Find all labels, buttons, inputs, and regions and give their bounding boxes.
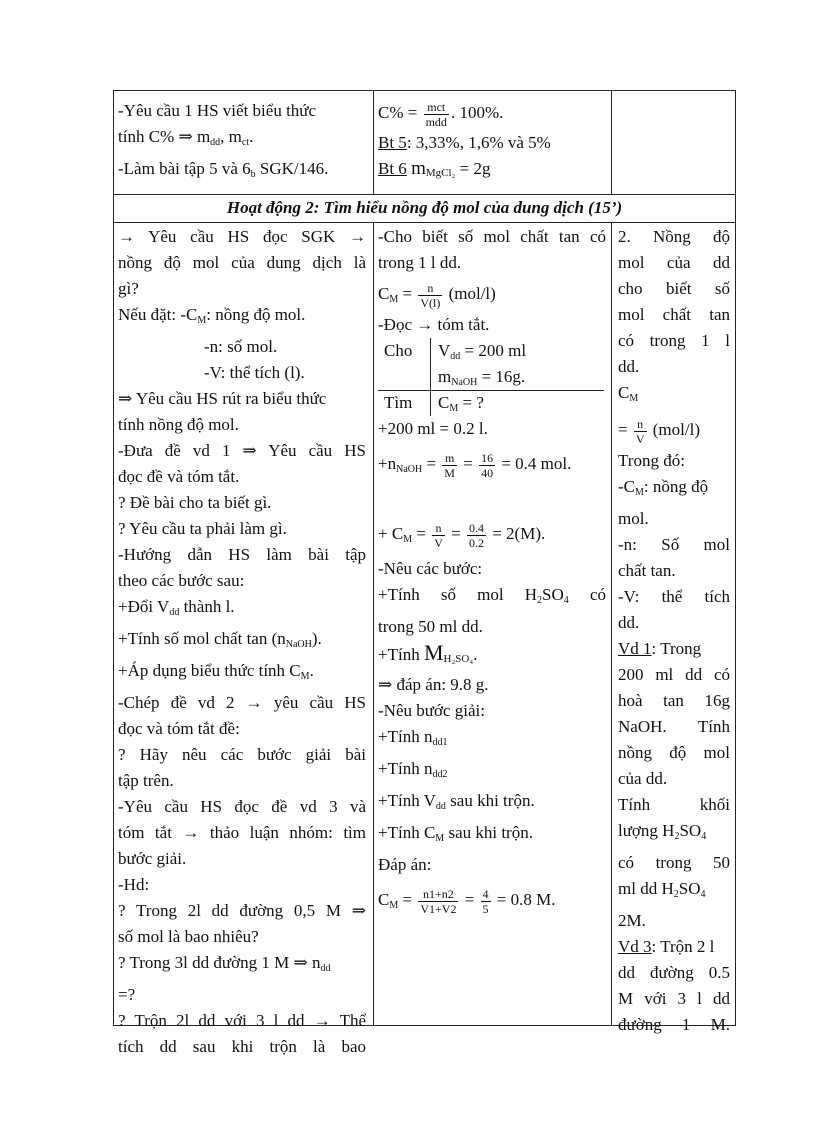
col1-line: =? bbox=[118, 985, 136, 1004]
col2-line: +Tính MH₂SO₄. bbox=[378, 640, 478, 665]
col3-line: -V: thể tích bbox=[618, 587, 730, 606]
col1-line: -Yêu cầu HS đọc đề vd 3 và bbox=[118, 797, 366, 816]
given-divider bbox=[430, 338, 431, 416]
col1-line: tính nồng độ mol. bbox=[118, 415, 239, 434]
col3-line: đường 1 M. bbox=[618, 1015, 730, 1034]
col3-line: hoà tan 16g bbox=[618, 691, 730, 710]
col1-line: số mol là bao nhiêu? bbox=[118, 927, 259, 946]
col1-line: ? Trong 2l dd đường 0,5 M ⇒ bbox=[118, 901, 366, 920]
top-row-student-cell bbox=[378, 96, 608, 186]
top-col1-line2: tính C% ⇒ $m_{dd}$, $m_{ct}$. bbox=[118, 127, 254, 148]
col1-line: đọc đề và tóm tắt. bbox=[118, 467, 240, 486]
col1-line: +Áp dụng biểu thức tính $C_M$. bbox=[118, 661, 314, 682]
col2-line: +Tính $V_{dd}$ sau khi trộn. bbox=[378, 791, 535, 812]
col3-line: Vd 3: Trộn 2 l bbox=[618, 937, 715, 956]
given-block bbox=[378, 338, 606, 416]
col2-line: trong 1 l dd. bbox=[378, 253, 462, 272]
col1-line: -Đưa đề vd 1 ⇒ Yêu cầu HS bbox=[118, 441, 366, 460]
top-col1-line3: -Làm bài tập 5 và $6_b$ SGK/146. bbox=[118, 159, 329, 180]
col3-line: chất tan. bbox=[618, 561, 676, 580]
col3-line: -n: Số mol bbox=[618, 535, 730, 554]
col3-line: Vd 1: Trong bbox=[618, 639, 702, 658]
col1-line: ? Trong 3l dd đường 1 M ⇒ $n_{dd}$ bbox=[118, 953, 331, 974]
col2-line: trong 50 ml dd. bbox=[378, 617, 483, 636]
given-volume: $V_{dd} = 200$ ml bbox=[438, 341, 527, 362]
col3-line: mol chất tan bbox=[618, 305, 730, 324]
col3-line: của dd. bbox=[618, 769, 668, 788]
col2-line: +Tính $n_{dd2}$ bbox=[378, 759, 448, 780]
col1-line: ? Yêu cầu ta phải làm gì. bbox=[118, 519, 287, 538]
col1-line: +Tính số mol chất $\tan (n_{NaOH})$. bbox=[118, 629, 322, 650]
col1-line: nồng độ mol của dung dịch là bbox=[118, 253, 366, 272]
table-left-border bbox=[113, 90, 114, 1025]
col3-line: NaOH. Tính bbox=[618, 717, 730, 736]
col1-line: -Hd: bbox=[118, 875, 150, 894]
row-divider-top bbox=[113, 194, 736, 195]
col2-line: Đáp án: bbox=[378, 855, 432, 874]
col2-line: ⇒ đáp án: 9.8 g. bbox=[378, 675, 489, 694]
bt5-answer: Bt 5: 3,33%, 1,6% và 5% bbox=[378, 133, 551, 152]
col1-line: bước giải. bbox=[118, 849, 187, 868]
col3-line: Trong đó: bbox=[618, 451, 685, 470]
row-divider-title bbox=[113, 222, 736, 223]
col1-line: +Đổi $V_{dd}$ thành l. bbox=[118, 597, 235, 618]
given-label: Cho bbox=[384, 341, 413, 360]
col3-line: mol của dd bbox=[618, 253, 730, 272]
col2-line: +Tính $n_{dd1}$ bbox=[378, 727, 448, 748]
col1-line: ? Trộn 2l dd với 3 l dd → Thể bbox=[118, 1011, 366, 1030]
table-right-border bbox=[735, 90, 736, 1025]
col2-line: -Nêu các bước: bbox=[378, 559, 483, 578]
find-label: Tìm bbox=[384, 393, 413, 412]
col3-line: mol. bbox=[618, 509, 649, 528]
col1-line: tập trên. bbox=[118, 771, 174, 790]
teacher-activity-column bbox=[118, 224, 366, 1060]
molarity-formula: $C_M$ = $\frac{n}{V(l)}$ (mol/l) bbox=[378, 280, 496, 310]
col2-line: -Nêu bước giải: bbox=[378, 701, 485, 720]
col1-line: -n: số mol. bbox=[204, 337, 278, 356]
col1-line: gì? bbox=[118, 279, 139, 298]
col3-line: có trong 50 bbox=[618, 853, 730, 872]
concentration-formula: + $C_M$ = $\frac{n}{V}$ = $\frac{0.4}{0.2}$ = 2(M). bbox=[378, 520, 546, 550]
col1-line: tích dd sau khi trộn là bao bbox=[118, 1037, 366, 1056]
col3-line: 200 ml dd có bbox=[618, 665, 730, 684]
col1-line: đọc và tóm tắt đề: bbox=[118, 719, 240, 738]
col1-line: tóm tắt → thảo luận nhóm: tìm bbox=[118, 823, 366, 842]
col3-line: 2. Nồng độ bbox=[618, 227, 730, 246]
find-value: $C_M$ = ? bbox=[438, 393, 484, 414]
given-mass: $m_{NaOH} = 16g$. bbox=[438, 367, 526, 388]
mixing-formula: $C_M$ = $\frac{n1+n2}{V1+V2}$ = $\frac{4}{5}$ = 0.8 M. bbox=[378, 886, 556, 916]
col2-line: +Tính số mol $H_2SO_4$ có bbox=[378, 585, 606, 606]
bt6-answer: Bt 6 mMgCl₂ = 2g bbox=[378, 158, 491, 179]
column-divider-2 bbox=[611, 90, 612, 194]
col1-line: → Yêu cầu HS đọc SGK → bbox=[118, 227, 366, 246]
col3-line: nồng độ mol bbox=[618, 743, 730, 762]
student-activity-column bbox=[378, 224, 606, 922]
col2-line: -Đọc → tóm tắt. bbox=[378, 315, 490, 334]
col3-line: dd. bbox=[618, 613, 640, 632]
col3-line: 2M. bbox=[618, 911, 646, 930]
section-title: Hoạt động 2: Tìm hiểu nồng độ mol của dung dịch (15’) bbox=[226, 198, 623, 217]
col3-line: dd. bbox=[618, 357, 640, 376]
col2-line: +Tính $C_M$ sau khi trộn. bbox=[378, 823, 533, 844]
col3-line: ml dd $H_2SO_4$ bbox=[618, 879, 706, 900]
top-row-teacher-cell bbox=[118, 98, 368, 188]
col1-line: -Chép đề vd 2 → yêu cầu HS bbox=[118, 693, 366, 712]
column-divider-1b bbox=[373, 222, 374, 1025]
col1-line: -Hướng dẫn HS làm bài tập bbox=[118, 545, 366, 564]
col3-line: M với 3 l dd bbox=[618, 989, 730, 1008]
col2-line: +200 ml = 0.2 l. bbox=[378, 419, 488, 438]
col3-line: lượng $H_2SO_4$ bbox=[618, 821, 707, 842]
col1-line: ? Hãy nêu các bước giải bài bbox=[118, 745, 366, 764]
col3-line: có trong 1 l bbox=[618, 331, 730, 350]
col1-line: -V: thể tích (l). bbox=[204, 363, 305, 382]
col1-line: Nếu đặt: $-C_M$: nồng độ mol. bbox=[118, 305, 306, 326]
top-col1-line1: -Yêu cầu 1 HS viết biểu thức bbox=[118, 101, 317, 120]
col1-line: ? Đề bài cho ta biết gì. bbox=[118, 493, 272, 512]
col3-line: dd đường 0.5 bbox=[618, 963, 730, 982]
col1-line: theo các bước sau: bbox=[118, 571, 245, 590]
col1-line: ⇒ Yêu cầu HS rút ra biểu thức bbox=[118, 389, 327, 408]
table-top-border bbox=[113, 90, 736, 91]
column-divider-2b bbox=[611, 222, 612, 1025]
column-divider-1 bbox=[373, 90, 374, 194]
moles-formula: $+n_{NaOH}$ = $\frac{m}{M}$ = $\frac{16}{40}$ = 0.4 mol. bbox=[378, 450, 572, 480]
col3-line: cho biết số bbox=[618, 279, 730, 298]
col3-formula: = $\frac{n}{V}$ (mol/l) bbox=[618, 416, 700, 446]
col2-line: -Cho biết số mol chất tan có bbox=[378, 227, 606, 246]
content-column bbox=[618, 224, 730, 1038]
col3-line: $-C_M$: nồng độ bbox=[618, 477, 709, 498]
col3-line: Tính khối bbox=[618, 795, 730, 814]
col3-line: $C_M$ bbox=[618, 383, 639, 404]
percent-formula: C% = $\frac{\text{mct}}{\text{mdd}}$ . 100%. bbox=[378, 99, 504, 129]
